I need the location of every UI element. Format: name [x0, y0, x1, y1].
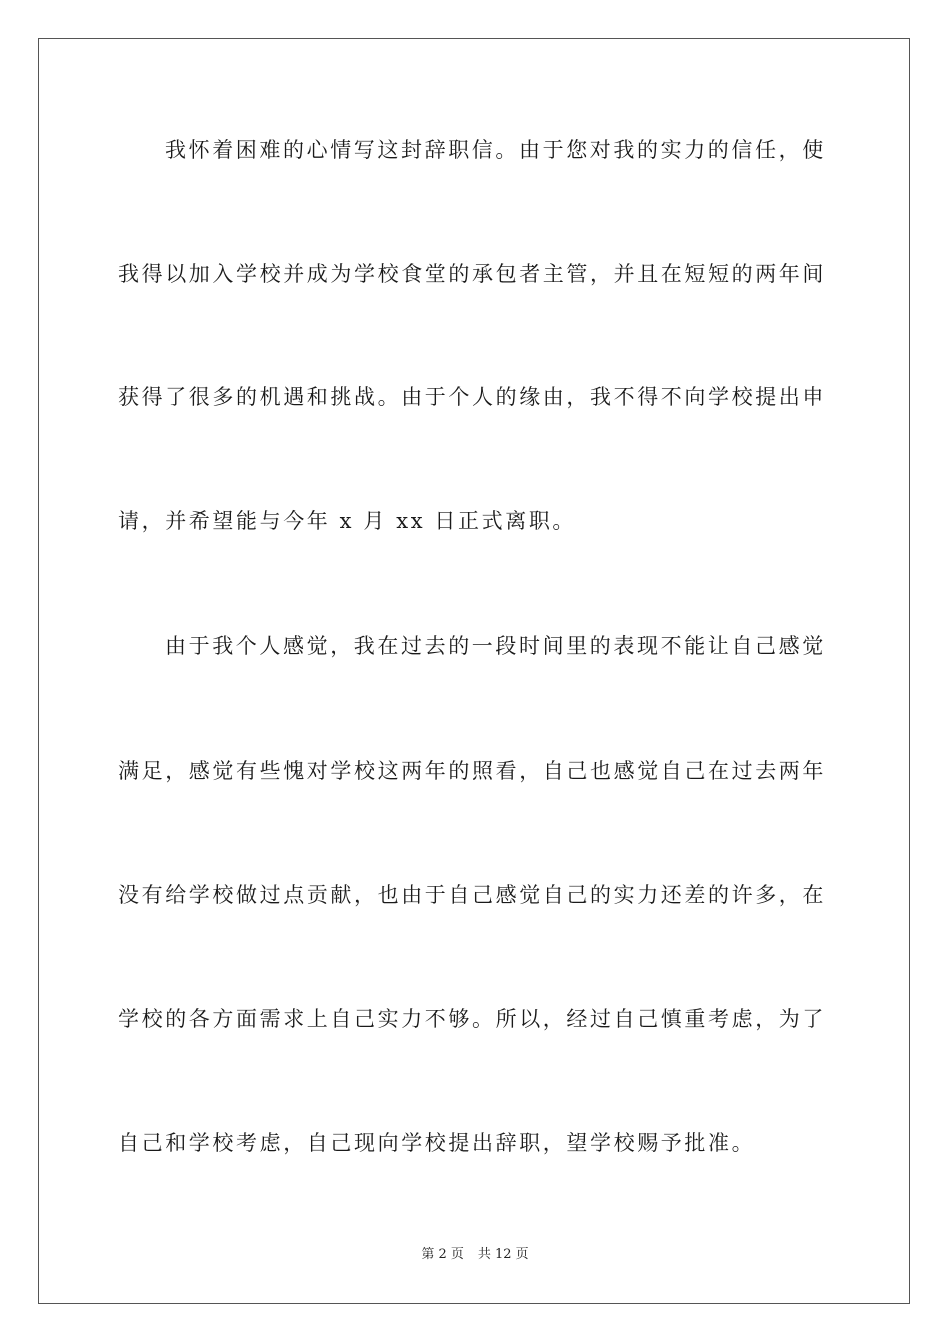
paragraph-1-line-1: 我怀着困难的心情写这封辞职信。由于您对我的实力的信任，使	[165, 138, 826, 162]
page-number: 第 2 页	[421, 1247, 464, 1262]
paragraph-1-line-2: 我得以加入学校并成为学校食堂的承包者主管，并且在短短的两年间	[118, 262, 826, 286]
page-footer	[0, 1246, 950, 1264]
paragraph-2-line-1: 由于我个人感觉，我在过去的一段时间里的表现不能让自己感觉	[165, 634, 826, 658]
paragraph-2-line-2: 满足，感觉有些愧对学校这两年的照看，自己也感觉自己在过去两年	[118, 759, 826, 783]
paragraph-1-line-3: 获得了很多的机遇和挑战。由于个人的缘由，我不得不向学校提出申	[118, 385, 826, 409]
paragraph-2-line-3: 没有给学校做过点贡献，也由于自己感觉自己的实力还差的许多，在	[118, 883, 826, 907]
paragraph-1-line-4: 请，并希望能与今年 x 月 xx 日正式离职。	[118, 509, 577, 533]
paragraph-2-line-5: 自己和学校考虑，自己现向学校提出辞职，望学校赐予批准。	[118, 1131, 756, 1155]
page-border	[38, 38, 910, 1304]
page-total: 共 12 页	[477, 1247, 529, 1262]
paragraph-2-line-4: 学校的各方面需求上自己实力不够。所以，经过自己慎重考虑，为了	[118, 1007, 826, 1031]
